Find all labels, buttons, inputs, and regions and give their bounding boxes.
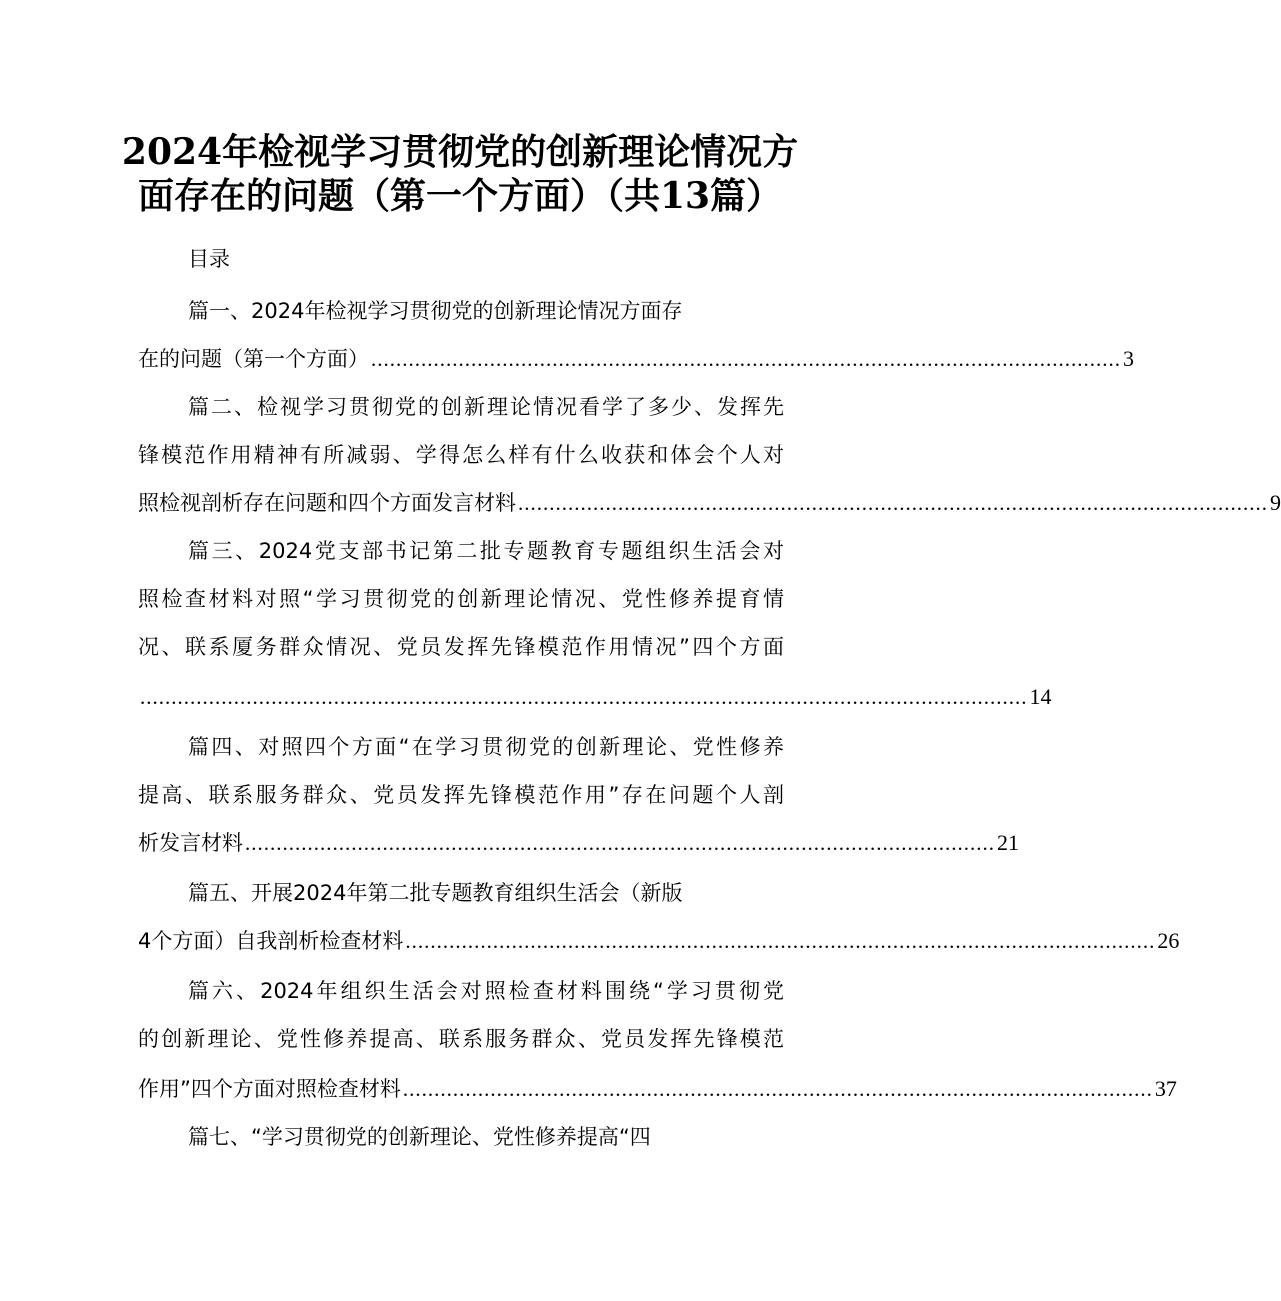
toc-entry-7-line-1[interactable]: 篇七、“学习贯彻党的创新理论、党性修养提高“四 bbox=[188, 1125, 651, 1149]
toc-entry-1-line-2: 在的问题（第一个方面） bbox=[138, 347, 369, 371]
toc-entry-6-last-line[interactable] bbox=[138, 1074, 1177, 1104]
toc-leader-dots: ........................................................................................................................ bbox=[405, 929, 1156, 953]
toc-leader-dots: ........................................................................................................................ bbox=[402, 1077, 1153, 1101]
toc-heading: 目录 bbox=[188, 247, 230, 271]
toc-entry-5-line-2: 4个方面）自我剖析检查材料 bbox=[138, 929, 404, 953]
toc-entry-3-line-1: 篇三、2024党支部书记第二批专题教育专题组织生活会对 bbox=[188, 539, 784, 563]
toc-entry-1-page-number: 3 bbox=[1123, 346, 1134, 371]
toc-entry-1-line-1: 篇一、2024年检视学习贯彻党的创新理论情况方面存 bbox=[188, 299, 683, 323]
toc-leader-dots: .............................................................................................................................................. bbox=[140, 685, 1028, 709]
toc-entry-6-line-1: 篇六、2024年组织生活会对照检查材料围绕“学习贯彻党 bbox=[188, 979, 784, 1003]
document-title-line-1: 2024年检视学习贯彻党的创新理论情况方 bbox=[121, 131, 799, 173]
toc-entry-4-line-3: 析发言材料 bbox=[138, 831, 243, 855]
toc-entry-4-line-1: 篇四、对照四个方面“在学习贯彻党的创新理论、党性修养 bbox=[188, 735, 784, 759]
toc-entry-4-page-number: 21 bbox=[997, 830, 1019, 855]
toc-entry-6-line-2: 的创新理论、党性修养提高、联系服务群众、党员发挥先锋模范 bbox=[138, 1027, 784, 1051]
toc-entry-2-line-1: 篇二、检视学习贯彻党的创新理论情况看学了多少、发挥先 bbox=[188, 395, 784, 419]
toc-entry-5-last-line[interactable] bbox=[138, 926, 1180, 956]
toc-leader-dots: ........................................................................................................................ bbox=[245, 831, 995, 855]
document-title-line-2: 面存在的问题（第一个方面）（共13篇） bbox=[137, 175, 783, 217]
toc-entry-2-line-2: 锋模范作用精神有所减弱、学得怎么样有什么收获和体会个人对 bbox=[138, 443, 784, 467]
toc-entry-2-last-line[interactable] bbox=[138, 488, 1281, 518]
toc-entry-6-page-number: 37 bbox=[1154, 1076, 1177, 1101]
toc-entry-3-page-number: 14 bbox=[1029, 684, 1052, 709]
toc-entry-4-line-2: 提高、联系服务群众、党员发挥先锋模范作用”存在问题个人剖 bbox=[138, 783, 784, 807]
toc-entry-5-line-1: 篇五、开展2024年第二批专题教育组织生活会（新版 bbox=[188, 881, 683, 905]
toc-entry-2-page-number: 9 bbox=[1270, 490, 1281, 515]
toc-entry-2-line-3: 照检视剖析存在问题和四个方面发言材料 bbox=[138, 491, 516, 515]
toc-entry-3-line-3: 况、联系厦务群众情况、党员发挥先锋模范作用情况”四个方面 bbox=[138, 635, 784, 659]
toc-entry-4-last-line[interactable] bbox=[138, 828, 1019, 858]
toc-entry-3-line-2: 照检查材料对照“学习贯彻党的创新理论情况、党性修养提育情 bbox=[138, 587, 784, 611]
toc-entry-6-line-3: 作用”四个方面对照检查材料 bbox=[138, 1077, 401, 1101]
toc-entry-1-last-line[interactable] bbox=[138, 344, 1134, 374]
toc-leader-dots: ........................................................................................................................ bbox=[371, 347, 1121, 371]
toc-entry-3-last-line[interactable] bbox=[138, 682, 1052, 712]
toc-leader-dots: ........................................................................................................................ bbox=[518, 491, 1268, 515]
toc-entry-5-page-number: 26 bbox=[1157, 928, 1180, 953]
